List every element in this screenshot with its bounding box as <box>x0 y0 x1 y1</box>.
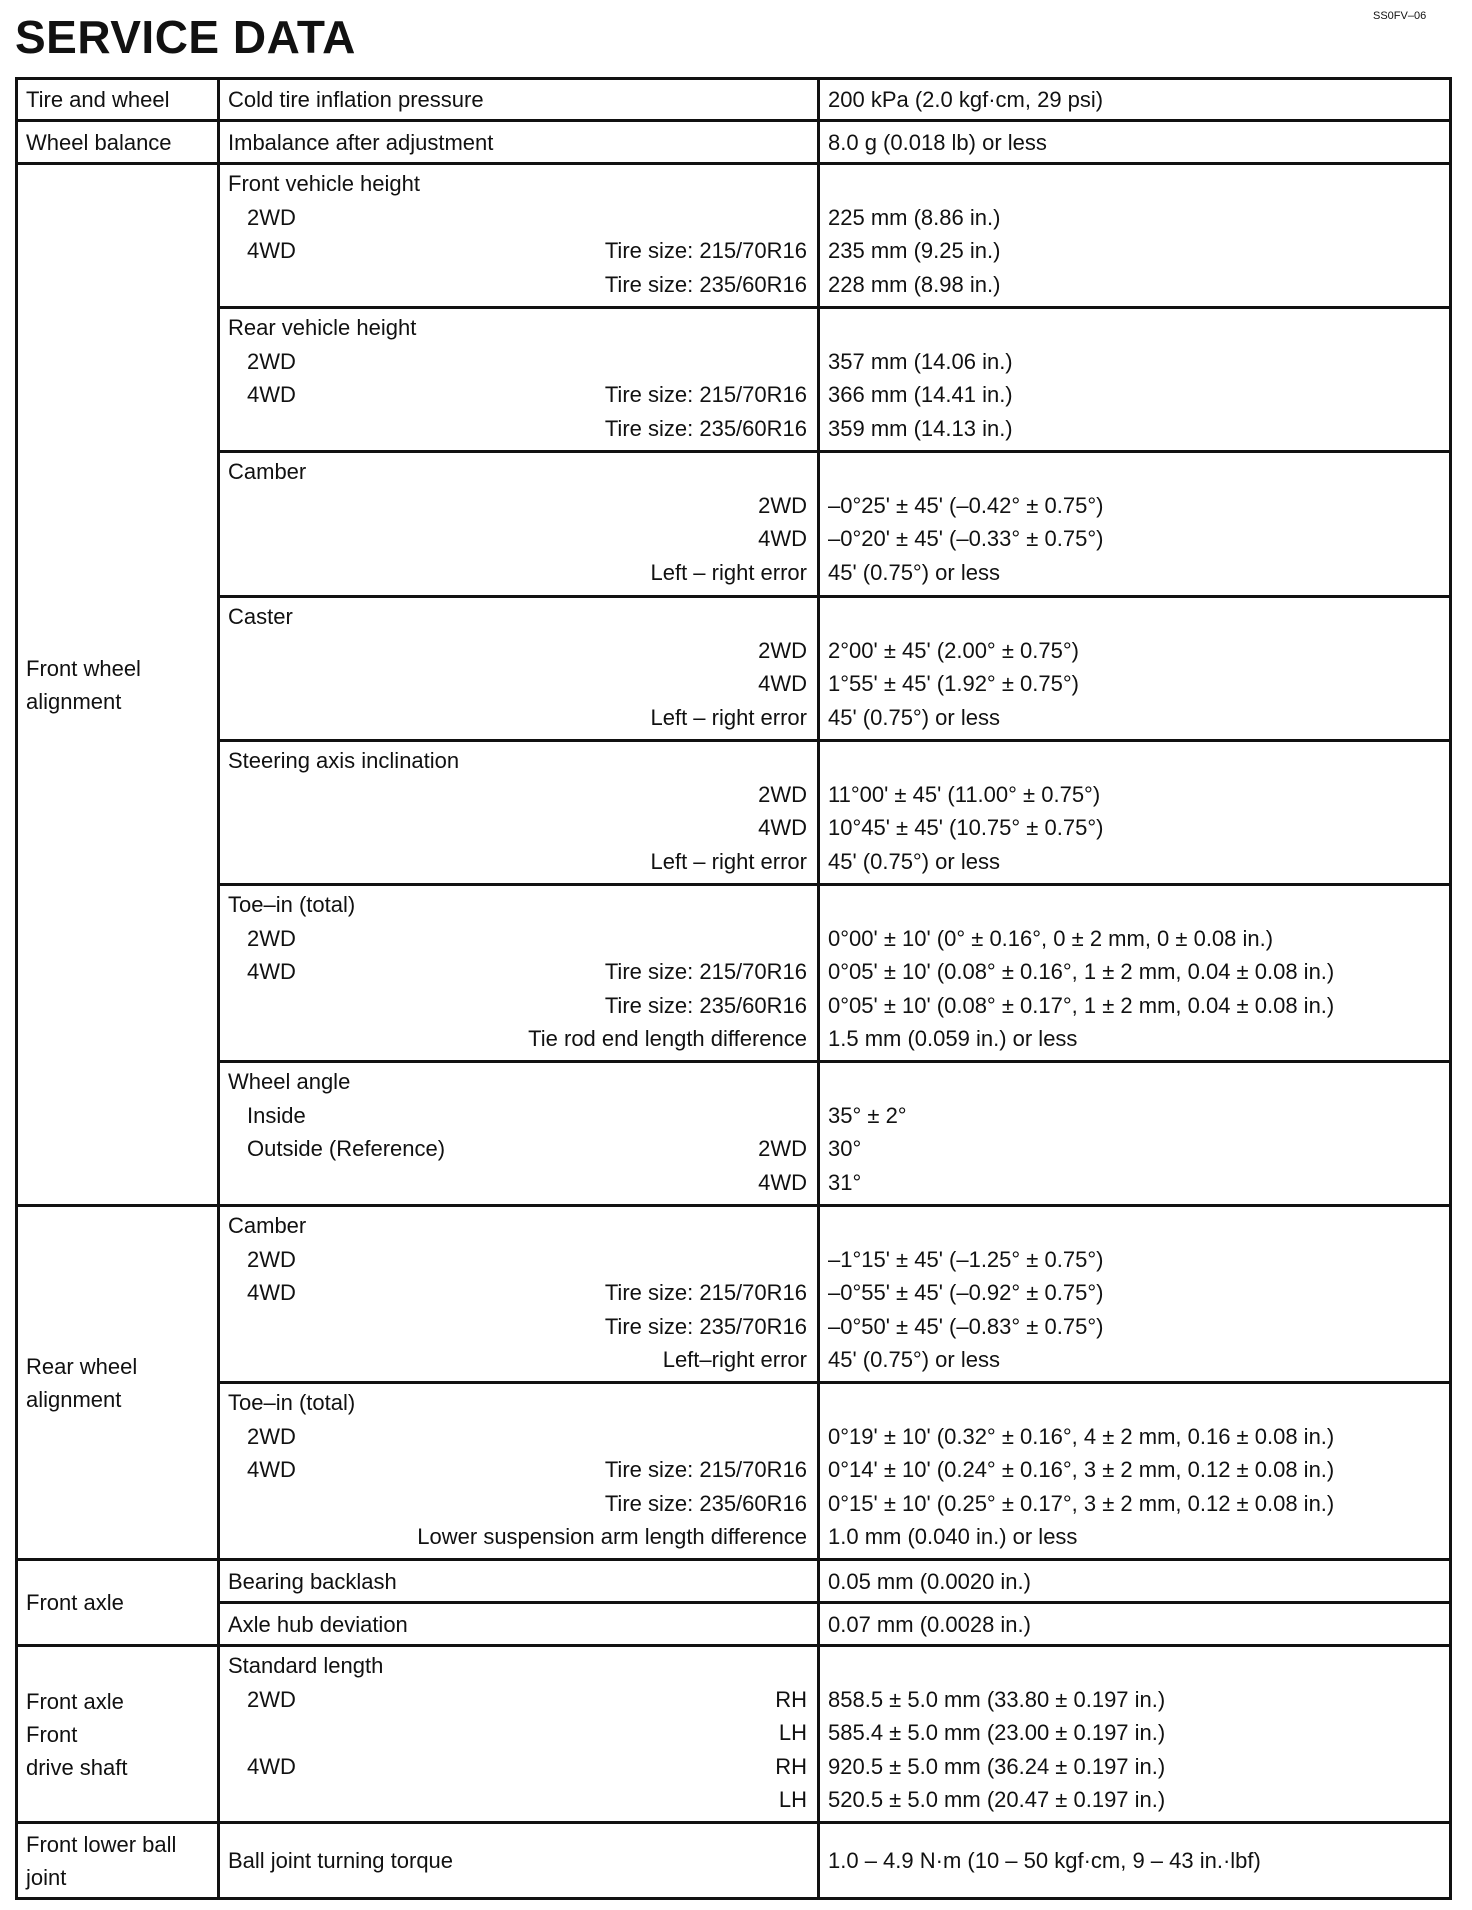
item-line <box>228 1750 807 1784</box>
item-label: Inside <box>247 1102 306 1128</box>
item-qualifier: RH <box>775 1753 807 1779</box>
item-heading: Camber <box>228 1213 307 1238</box>
table-row <box>17 885 1451 1062</box>
item-cell: Ball joint turning torque <box>219 1823 819 1899</box>
item-qualifier: Tire size: 215/70R16 <box>604 382 807 407</box>
value-line: 1.5 mm (0.059 in.) or less <box>828 1026 1078 1051</box>
item-heading: Wheel angle <box>228 1069 351 1094</box>
category-line: Front wheel <box>26 655 141 681</box>
value-line: 359 mm (14.13 in.) <box>828 415 1013 441</box>
value-line: 225 mm (8.86 in.) <box>828 204 1001 230</box>
value-line: –1°15' ± 45' (–1.25° ± 0.75°) <box>828 1246 1104 1272</box>
table-row <box>17 1646 1451 1823</box>
item-label: 4WD <box>247 382 296 407</box>
item-qualifier: Tire size: 215/70R16 <box>604 1280 807 1305</box>
category-line: joint <box>26 1864 67 1890</box>
table-row <box>17 1062 1451 1206</box>
item-qualifier: Tire size: 235/60R16 <box>604 415 807 441</box>
item-qualifier: LH <box>778 1720 807 1745</box>
item-qualifier: Tire size: 235/70R16 <box>604 1313 807 1339</box>
value-line: 31° <box>828 1169 862 1195</box>
category-cell <box>17 1206 219 1560</box>
value-cell <box>819 741 1451 885</box>
item-qualifier: Lower suspension arm length difference <box>417 1524 807 1549</box>
value-line: –0°25' ± 45' (–0.42° ± 0.75°) <box>828 492 1104 518</box>
item-qualifier: LH <box>778 1787 807 1812</box>
item-heading: Rear vehicle height <box>228 315 417 340</box>
item-label: 2WD <box>247 204 296 230</box>
value-line: 0°14' ± 10' (0.24° ± 0.16°, 3 ± 2 mm, 0.12 ± 0.08 in.) <box>828 1457 1335 1482</box>
item-qualifier: 2WD <box>758 637 807 663</box>
item-qualifier: 4WD <box>758 671 807 696</box>
item-cell <box>219 1383 819 1560</box>
table-row <box>17 1383 1451 1560</box>
item-qualifier: Left – right error <box>650 848 807 874</box>
value-line: 10°45' ± 45' (10.75° ± 0.75°) <box>828 815 1104 840</box>
table-row <box>17 1560 1451 1603</box>
value-line: 228 mm (8.98 in.) <box>828 271 1001 297</box>
value-line: 0°15' ± 10' (0.25° ± 0.17°, 3 ± 2 mm, 0.12 ± 0.08 in.) <box>828 1490 1335 1516</box>
item-qualifier: 4WD <box>758 815 807 840</box>
value-cell: 1.0 – 4.9 N·m (10 – 50 kgf·cm, 9 – 43 in.·lbf) <box>819 1823 1451 1899</box>
item-line <box>228 955 807 989</box>
category-cell <box>17 164 219 1206</box>
item-label: 4WD <box>247 1457 296 1482</box>
page-title: SERVICE DATA <box>15 11 356 63</box>
value-cell <box>819 1062 1451 1206</box>
item-heading: Standard length <box>228 1653 384 1678</box>
item-cell <box>219 885 819 1062</box>
category-line: Front axle <box>26 1688 124 1714</box>
item-heading: Steering axis inclination <box>228 748 460 773</box>
item-qualifier: Tire size: 215/70R16 <box>604 1457 807 1482</box>
item-label: 4WD <box>247 1280 296 1305</box>
item-label: 2WD <box>247 925 296 951</box>
value-line: 920.5 ± 5.0 mm (36.24 ± 0.197 in.) <box>828 1753 1166 1779</box>
value-line: 2°00' ± 45' (2.00° ± 0.75°) <box>828 637 1079 663</box>
value-line: 235 mm (9.25 in.) <box>828 238 1001 263</box>
category-line: alignment <box>26 1386 122 1412</box>
value-line: –0°20' ± 45' (–0.33° ± 0.75°) <box>828 526 1104 551</box>
table-row <box>17 121 1451 164</box>
item-qualifier: Tire size: 235/60R16 <box>604 271 807 297</box>
table-row <box>17 164 1451 308</box>
category-line: Front lower ball <box>26 1831 177 1857</box>
value-cell <box>819 1206 1451 1383</box>
value-cell <box>819 164 1451 308</box>
value-cell <box>819 597 1451 741</box>
item-qualifier: Left – right error <box>650 704 807 730</box>
item-label: 4WD <box>247 959 296 984</box>
value-line: 45' (0.75°) or less <box>828 559 1000 585</box>
table-row <box>17 1823 1451 1899</box>
item-qualifier: Left – right error <box>650 559 807 585</box>
item-label: 4WD <box>247 238 296 263</box>
item-cell <box>219 597 819 741</box>
item-heading: Caster <box>228 604 293 629</box>
value-line: 1.0 mm (0.040 in.) or less <box>828 1524 1078 1549</box>
item-cell <box>219 1206 819 1383</box>
value-cell: 8.0 g (0.018 lb) or less <box>819 121 1451 164</box>
item-line <box>228 378 807 412</box>
value-cell <box>819 452 1451 597</box>
value-line: –0°55' ± 45' (–0.92° ± 0.75°) <box>828 1280 1104 1305</box>
value-cell <box>819 308 1451 452</box>
item-label: Outside (Reference) <box>247 1136 446 1161</box>
item-qualifier: Tie rod end length difference <box>528 1026 807 1051</box>
category-cell: Front axle <box>17 1560 219 1646</box>
item-cell <box>219 164 819 308</box>
value-line: 0°19' ± 10' (0.32° ± 0.16°, 4 ± 2 mm, 0.16 ± 0.08 in.) <box>828 1423 1335 1449</box>
item-qualifier: 2WD <box>758 781 807 807</box>
item-heading: Camber <box>228 459 307 484</box>
item-label: 2WD <box>247 348 296 374</box>
item-line <box>228 1683 807 1717</box>
value-line: 520.5 ± 5.0 mm (20.47 ± 0.197 in.) <box>828 1787 1166 1812</box>
value-line: 1°55' ± 45' (1.92° ± 0.75°) <box>828 671 1079 696</box>
value-line: 0°05' ± 10' (0.08° ± 0.16°, 1 ± 2 mm, 0.04 ± 0.08 in.) <box>828 959 1335 984</box>
item-label: 2WD <box>247 1246 296 1272</box>
item-heading: Front vehicle height <box>228 171 420 196</box>
item-line <box>228 234 807 268</box>
document-code: SS0FV–06 <box>1373 10 1427 22</box>
item-heading: Toe–in (total) <box>228 892 356 917</box>
table-row <box>17 741 1451 885</box>
item-label: 2WD <box>247 1423 296 1449</box>
value-cell: 0.05 mm (0.0020 in.) <box>819 1560 1451 1603</box>
value-cell <box>819 1383 1451 1560</box>
item-line <box>228 1453 807 1487</box>
value-line: 357 mm (14.06 in.) <box>828 348 1013 374</box>
table-row <box>17 597 1451 741</box>
value-cell: 200 kPa (2.0 kgf·cm, 29 psi) <box>819 79 1451 121</box>
value-line: 30° <box>828 1136 862 1161</box>
item-qualifier: 2WD <box>758 1136 807 1161</box>
item-line <box>228 1276 807 1310</box>
item-cell: Bearing backlash <box>219 1560 819 1603</box>
item-cell: Cold tire inflation pressure <box>219 79 819 121</box>
service-data-table <box>15 77 1452 1900</box>
item-label: 4WD <box>247 1753 296 1779</box>
item-cell <box>219 1646 819 1823</box>
table-row <box>17 308 1451 452</box>
item-line <box>228 1132 807 1166</box>
item-cell <box>219 1062 819 1206</box>
item-label: 2WD <box>247 1686 296 1712</box>
category-line: Rear wheel <box>26 1353 138 1379</box>
item-qualifier: Tire size: 235/60R16 <box>604 992 807 1018</box>
item-qualifier: Tire size: 215/70R16 <box>604 959 807 984</box>
item-qualifier: Tire size: 235/60R16 <box>604 1490 807 1516</box>
table-row <box>17 452 1451 597</box>
table-row <box>17 79 1451 121</box>
item-cell <box>219 308 819 452</box>
item-qualifier: Left–right error <box>662 1347 807 1372</box>
value-line: 11°00' ± 45' (11.00° ± 0.75°) <box>828 781 1101 807</box>
value-line: 45' (0.75°) or less <box>828 1347 1000 1372</box>
table-row <box>17 1206 1451 1383</box>
item-cell: Imbalance after adjustment <box>219 121 819 164</box>
category-cell <box>17 1823 219 1899</box>
item-heading: Toe–in (total) <box>228 1390 356 1415</box>
value-line: 0°00' ± 10' (0° ± 0.16°, 0 ± 2 mm, 0 ± 0.08 in.) <box>828 925 1274 951</box>
item-cell: Axle hub deviation <box>219 1603 819 1646</box>
item-cell <box>219 741 819 885</box>
item-qualifier: 2WD <box>758 492 807 518</box>
category-line: alignment <box>26 688 122 714</box>
value-cell <box>819 885 1451 1062</box>
category-cell: Tire and wheel <box>17 79 219 121</box>
category-line: drive shaft <box>26 1754 128 1780</box>
category-line: Front <box>26 1721 78 1747</box>
value-cell <box>819 1646 1451 1823</box>
item-qualifier: Tire size: 215/70R16 <box>604 238 807 263</box>
value-line: 35° ± 2° <box>828 1102 907 1128</box>
category-cell <box>17 1646 219 1823</box>
value-line: 858.5 ± 5.0 mm (33.80 ± 0.197 in.) <box>828 1686 1166 1712</box>
value-line: 45' (0.75°) or less <box>828 848 1000 874</box>
value-line: 585.4 ± 5.0 mm (23.00 ± 0.197 in.) <box>828 1720 1166 1745</box>
value-line: 0°05' ± 10' (0.08° ± 0.17°, 1 ± 2 mm, 0.04 ± 0.08 in.) <box>828 992 1335 1018</box>
value-line: 45' (0.75°) or less <box>828 704 1000 730</box>
item-qualifier: 4WD <box>758 1169 807 1195</box>
value-line: 366 mm (14.41 in.) <box>828 382 1013 407</box>
item-qualifier: RH <box>775 1686 807 1712</box>
value-cell: 0.07 mm (0.0028 in.) <box>819 1603 1451 1646</box>
item-qualifier: 4WD <box>758 526 807 551</box>
category-cell: Wheel balance <box>17 121 219 164</box>
table-row <box>17 1603 1451 1646</box>
item-cell <box>219 452 819 597</box>
value-line: –0°50' ± 45' (–0.83° ± 0.75°) <box>828 1313 1104 1339</box>
